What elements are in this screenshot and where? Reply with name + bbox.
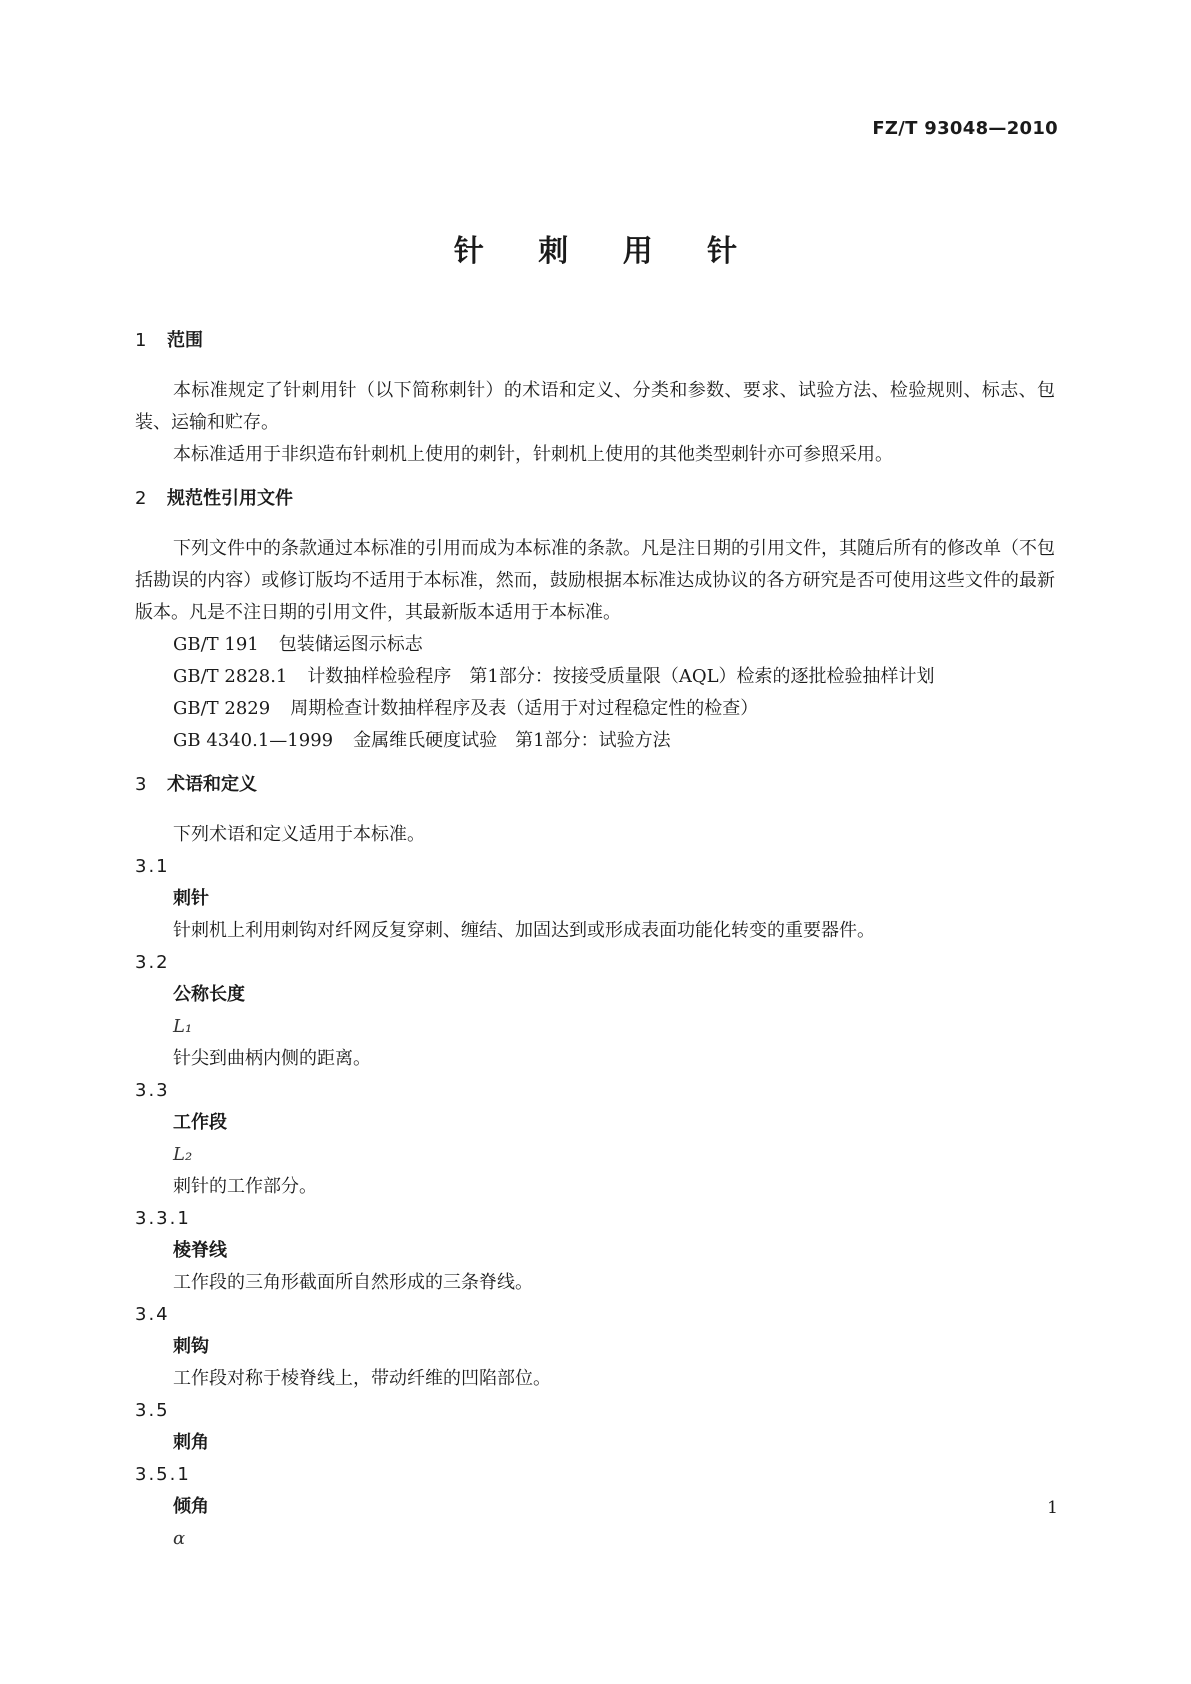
terms-intro: 下列术语和定义适用于本标准。 [173,824,425,845]
section-number: 3 [135,774,147,795]
term-name: 工作段 [173,1112,227,1133]
reference-title: 计数抽样检验程序 第1部分：按接受质量限（AQL）检索的逐批检验抽样计划 [307,666,935,687]
standard-code: FZ/T 93048—2010 [872,118,1058,139]
reference-code: GB/T 2829 [173,698,271,719]
section-heading-terms-definitions [135,769,1055,801]
reference-code: GB/T 191 [173,634,259,655]
term-definition: 针刺机上利用刺钩对纤网反复穿刺、缠结、加固达到或形成表面功能化转变的重要器件。 [173,920,875,941]
document-title: 针 刺 用 针 [453,234,760,269]
term-name: 刺针 [173,888,209,909]
term-number: 3.2 [135,952,170,973]
reference-title: 包装储运图示标志 [278,634,423,655]
section-number: 1 [135,330,147,351]
page-number: 1 [1047,1498,1058,1518]
term-number: 3.3 [135,1080,170,1101]
section-title: 规范性引用文件 [167,488,293,509]
reference-item [173,629,1055,661]
term-number: 3.5 [135,1400,170,1421]
term-number: 3.3.1 [135,1208,191,1229]
term-symbol: α [173,1528,186,1549]
section-heading-scope [135,325,1055,357]
reference-item [173,661,1055,693]
term-name: 公称长度 [173,984,245,1005]
scope-paragraph-2: 本标准适用于非织造布针刺机上使用的刺针，针刺机上使用的其他类型刺针亦可参照采用。 [173,444,893,465]
reference-code: GB 4340.1—1999 [173,730,334,751]
term-definition: 工作段对称于棱脊线上，带动纤维的凹陷部位。 [173,1368,551,1389]
term-name: 刺角 [173,1432,209,1453]
section-title: 范围 [167,330,203,351]
reference-title: 金属维氏硬度试验 第1部分：试验方法 [353,730,671,751]
term-name: 刺钩 [173,1336,209,1357]
term-symbol: L₂ [173,1144,193,1165]
scope-paragraph-1: 本标准规定了针刺用针（以下简称刺针）的术语和定义、分类和参数、要求、试验方法、检验规则、标志、包装、运输和贮存。 [135,380,1055,433]
term-name: 倾角 [173,1496,209,1517]
term-number: 3.5.1 [135,1464,191,1485]
section-heading-normative-references [135,483,1055,515]
term-number: 3.4 [135,1304,170,1325]
reference-code: GB/T 2828.1 [173,666,288,687]
document-body [135,325,1055,1555]
section-title: 术语和定义 [167,774,257,795]
term-name: 棱脊线 [173,1240,227,1261]
references-paragraph: 下列文件中的条款通过本标准的引用而成为本标准的条款。凡是注日期的引用文件，其随后所有的修改单（不包括勘误的内容）或修订版均不适用于本标准，然而，鼓励根据本标准达成协议的各方研究是否可使用这些文件的最新版本。凡是不注日期的引用文件，其最新版本适用于本标准。 [135,538,1055,623]
reference-item [173,693,1055,725]
term-definition: 工作段的三角形截面所自然形成的三条脊线。 [173,1272,533,1293]
term-symbol: L₁ [173,1016,193,1037]
reference-title: 周期检查计数抽样程序及表（适用于对过程稳定性的检查） [290,698,759,719]
term-number: 3.1 [135,856,170,877]
term-definition: 针尖到曲柄内侧的距离。 [173,1048,371,1069]
section-number: 2 [135,488,147,509]
reference-item [173,725,1055,757]
term-definition: 刺针的工作部分。 [173,1176,317,1197]
